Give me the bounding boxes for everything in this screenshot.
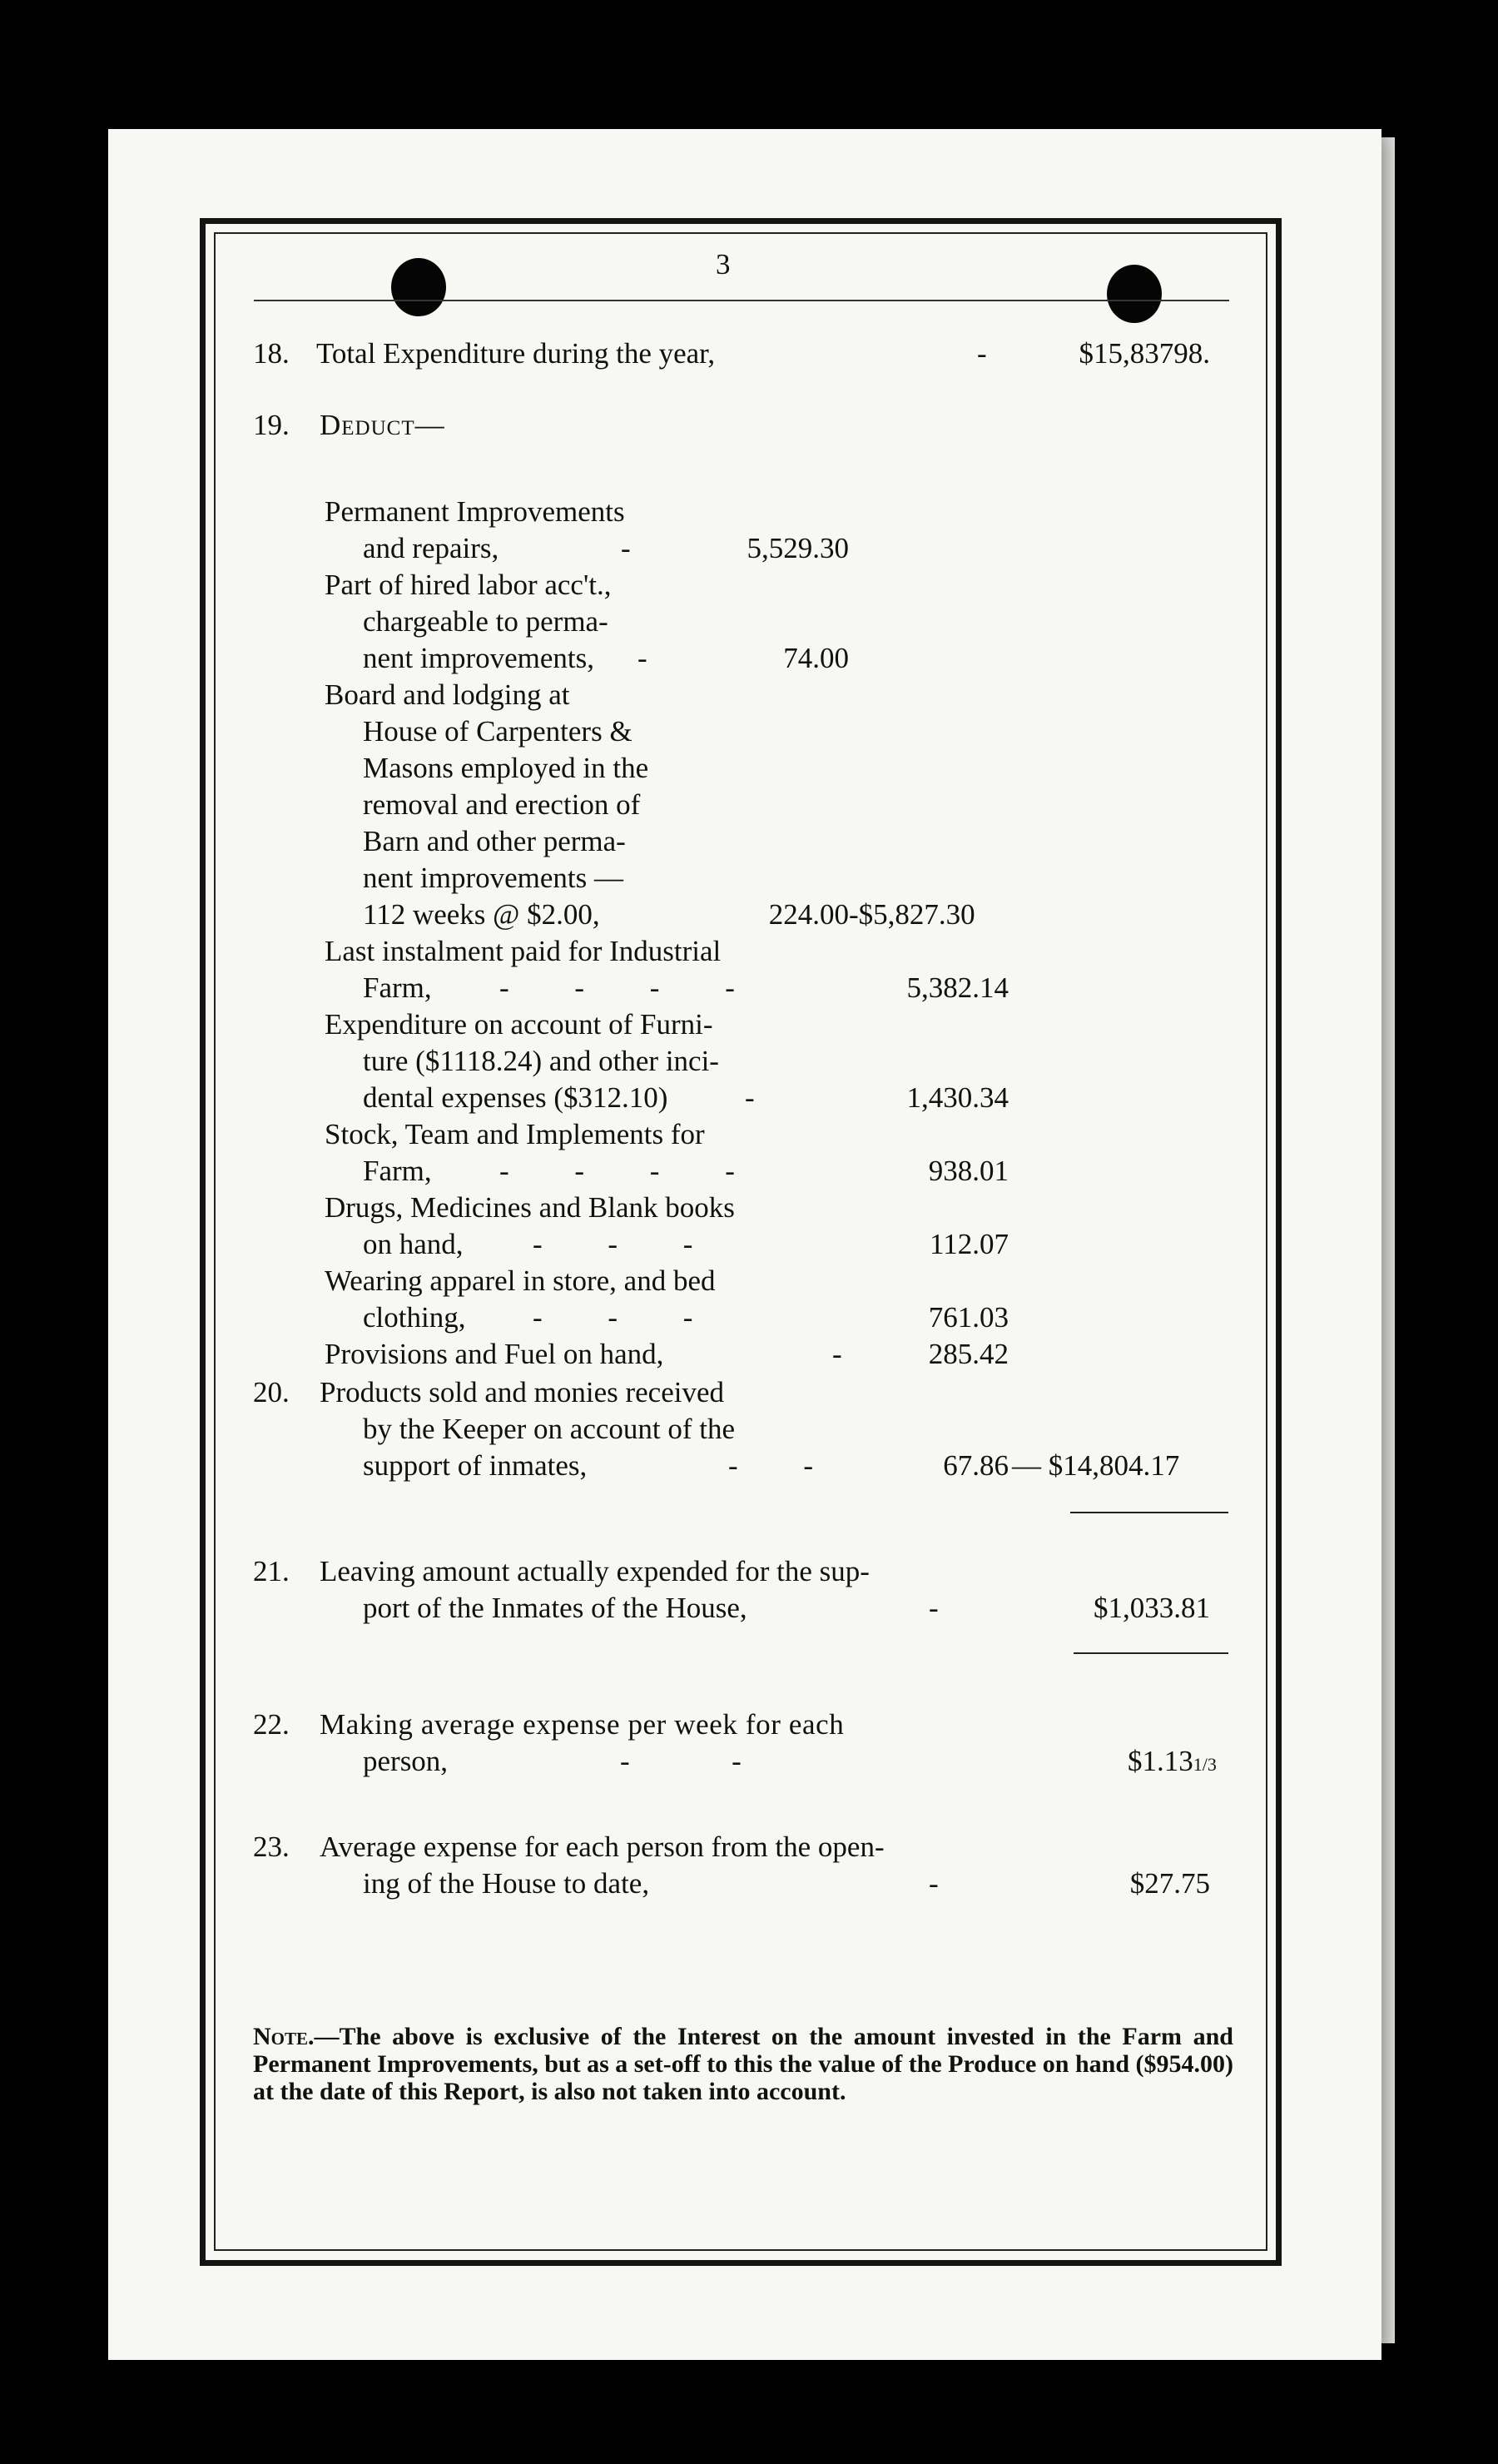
amount: $1.13 xyxy=(1128,1745,1193,1777)
line: Stock, Team and Implements for xyxy=(325,1118,705,1150)
item-number: 23. xyxy=(253,1831,290,1863)
line: 112 weeks @ $2.00, xyxy=(363,898,600,931)
line: support of inmates, xyxy=(363,1449,588,1482)
dash: - xyxy=(745,1081,755,1114)
line: Part of hired labor acc't., xyxy=(325,569,612,601)
total: — $14,804.17 xyxy=(1012,1449,1180,1482)
amount: 1,430.34 xyxy=(906,1081,1009,1114)
amount: 5,529.30 xyxy=(747,532,849,564)
line: on hand, xyxy=(363,1228,464,1260)
page-edge xyxy=(1381,137,1395,2343)
line: Farm, xyxy=(363,971,432,1004)
amount: 285.42 xyxy=(928,1338,1009,1370)
line: Products sold and monies received xyxy=(320,1376,725,1408)
item-number: 22. xyxy=(253,1708,290,1741)
line: nent improvements, xyxy=(363,642,595,674)
dashes: - - - xyxy=(533,1301,693,1334)
rule xyxy=(1074,1652,1228,1654)
line: Barn and other perma- xyxy=(363,825,626,857)
dash: - xyxy=(637,642,647,674)
amount: $27.75 xyxy=(1129,1867,1210,1900)
dash: - xyxy=(929,1592,939,1624)
line: ing of the House to date, xyxy=(363,1867,650,1900)
line: Wearing apparel in store, and bed xyxy=(325,1264,716,1297)
note-text: —The above is exclusive of the Interest on the amount invested in the Farm and Permanent Improvements, but as a set-off to this the value of the Produce on hand ($954.00) at the date of this Report, is also not taken into account. xyxy=(253,2023,1233,2105)
total-rule xyxy=(1070,1512,1228,1513)
amount: $1,033.81 xyxy=(1094,1592,1210,1624)
dashes: - - xyxy=(620,1745,742,1777)
dash: - xyxy=(832,1338,842,1370)
line: dental expenses ($312.10) xyxy=(363,1081,668,1114)
dash: - xyxy=(621,532,631,564)
item-amount: $15,83798. xyxy=(1079,337,1210,370)
line: Leaving amount actually expended for the sup- xyxy=(320,1555,870,1587)
line: person, xyxy=(363,1745,449,1777)
amount: 761.03 xyxy=(928,1301,1009,1334)
item-number: 19. xyxy=(253,409,290,441)
punch-hole-left xyxy=(391,258,446,316)
line: and repairs, xyxy=(363,532,499,564)
dashes: - - xyxy=(728,1449,814,1482)
punch-hole-right xyxy=(1107,265,1162,323)
subtotal: -$5,827.30 xyxy=(849,898,975,931)
item-text: Total Expenditure during the year, xyxy=(316,337,716,370)
item-dash: - xyxy=(977,337,987,370)
line: nent improvements — xyxy=(363,862,624,894)
item-number: 21. xyxy=(253,1555,290,1587)
line: ture ($1118.24) and other inci- xyxy=(363,1045,719,1077)
line: Average expense for each person from the open- xyxy=(320,1831,885,1863)
fraction: 1/3 xyxy=(1193,1754,1217,1775)
page-number: 3 xyxy=(716,248,731,281)
dashes: - - - xyxy=(533,1228,693,1260)
amount: 5,382.14 xyxy=(906,971,1009,1004)
line: by the Keeper on account of the xyxy=(363,1413,736,1445)
dashes: - - - - xyxy=(499,971,735,1004)
note-paragraph xyxy=(253,2023,1233,2105)
amount: 67.86 xyxy=(943,1449,1009,1482)
dash: - xyxy=(929,1867,939,1900)
line: House of Carpenters & xyxy=(363,715,632,748)
line: Making average expense per week for each xyxy=(320,1708,845,1741)
deduct-heading: Deduct— xyxy=(320,409,445,441)
line: port of the Inmates of the House, xyxy=(363,1592,747,1624)
item-number: 18. xyxy=(253,337,290,370)
dashes: - - - - xyxy=(499,1155,735,1187)
line: Farm, xyxy=(363,1155,432,1187)
line: removal and erection of xyxy=(363,788,641,821)
line: Permanent Improvements xyxy=(325,495,625,528)
line: Expenditure on account of Furni- xyxy=(325,1008,713,1041)
amount: 224.00 xyxy=(768,898,849,931)
note-label: Note. xyxy=(253,2023,315,2050)
line: Provisions and Fuel on hand, xyxy=(325,1338,664,1370)
line: Board and lodging at xyxy=(325,678,570,711)
item-number: 20. xyxy=(253,1376,290,1408)
line: Masons employed in the xyxy=(363,752,649,784)
line: Last instalment paid for Industrial xyxy=(325,935,722,967)
amount-with-fraction xyxy=(1128,1743,1217,1783)
line: chargeable to perma- xyxy=(363,605,608,638)
line: Drugs, Medicines and Blank books xyxy=(325,1191,735,1224)
amount: 938.01 xyxy=(928,1155,1009,1187)
amount: 74.00 xyxy=(783,642,849,674)
amount: 112.07 xyxy=(930,1228,1009,1260)
header-rule xyxy=(254,300,1229,301)
line: clothing, xyxy=(363,1301,466,1334)
